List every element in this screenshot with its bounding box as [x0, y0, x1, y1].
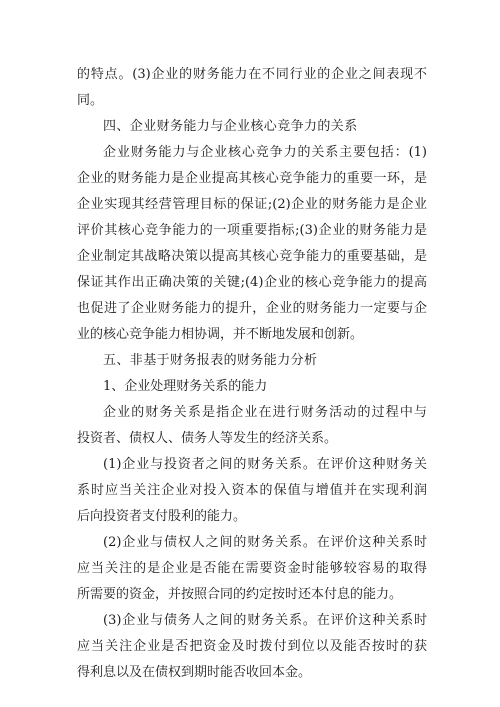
text-line: 所需要的资金，并按照合同的约定按时还本付息的能力。: [77, 587, 403, 602]
text-line: (2)企业与债权人之间的财务关系。在评价这种关系时: [103, 535, 427, 550]
text-line: 后向投资者支付股利的能力。: [77, 509, 247, 524]
text-line: 评价其核心竞争能力的一项重要指标;(3)企业的财务能力是: [77, 223, 427, 238]
section-heading: 五、非基于财务报表的财务能力分析: [103, 353, 318, 368]
text-line: 投资者、债权人、债务人等发生的经济关系。: [77, 431, 338, 446]
text-line: 企业的财务关系是指企业在进行财务活动的过程中与: [103, 405, 427, 420]
text-line: 业的核心竞争能力相协调，并不断地发展和创新。: [77, 327, 364, 342]
text-line: 得利息以及在债权到期时能否收回本金。: [77, 665, 312, 680]
text-line: (3)企业与债务人之间的财务关系。在评价这种关系时: [103, 613, 427, 628]
document-body: [77, 62, 427, 686]
text-line: 企业的财务能力是企业提高其核心竞争能力的重要一环，是: [77, 171, 427, 186]
text-line: 应当关注的是企业是否能在需要资金时能够较容易的取得: [77, 561, 427, 576]
text-line: 保证其作出正确决策的关键;(4)企业的核心竞争能力的提高: [77, 275, 427, 290]
text-line: 企业制定其战略决策以提高其核心竞争能力的重要基础，是: [77, 249, 427, 264]
text-line: 的特点。(3)企业的财务能力在不同行业的企业之间表现不: [77, 67, 427, 82]
subsection-heading: 1、企业处理财务关系的能力: [103, 379, 268, 394]
text-line: 企业财务能力与企业核心竞争力的关系主要包括：(1): [103, 145, 427, 160]
text-line: 也促进了企业财务能力的提升，企业的财务能力一定要与企: [77, 301, 427, 316]
section-heading: 四、企业财务能力与企业核心竞争力的关系: [103, 119, 358, 134]
text-line: 系时应当关注企业对投入资本的保值与增值并在实现利润: [77, 483, 427, 498]
text-line: (1)企业与投资者之间的财务关系。在评价这种财务关: [103, 457, 427, 472]
text-line: 同。: [77, 93, 104, 108]
text-line: 企业实现其经营管理目标的保证;(2)企业的财务能力是企业: [77, 197, 427, 212]
text-line: 应当关注企业是否把资金及时拨付到位以及能否按时的获: [77, 639, 427, 654]
